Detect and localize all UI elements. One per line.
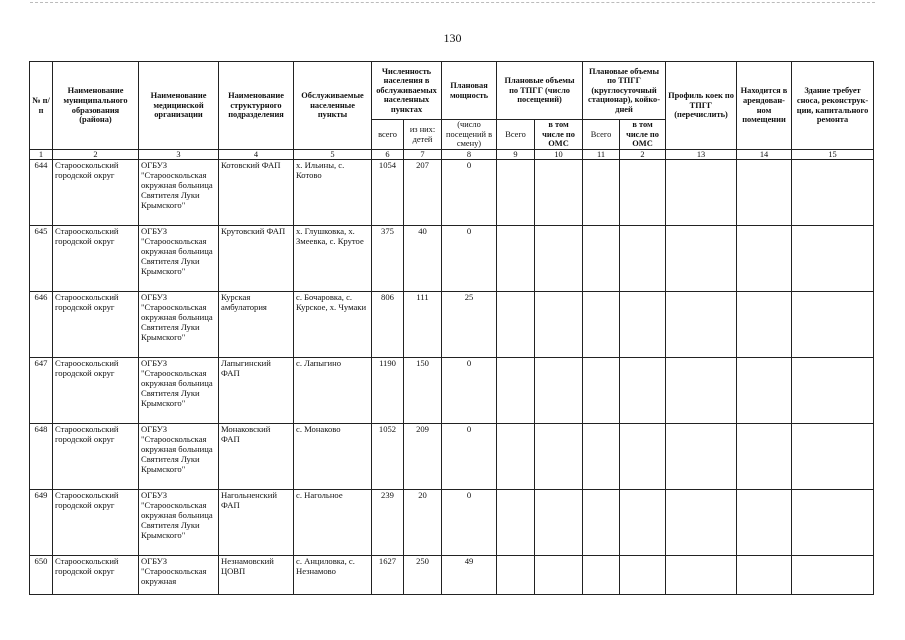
population-total-cell: 806 <box>372 292 404 358</box>
capacity-cell: 0 <box>442 226 497 292</box>
header-outpatient: Плановые объемы по ТПГГ (число посещений) <box>497 62 583 120</box>
population-children-cell: 150 <box>404 358 442 424</box>
empty-cell <box>535 226 583 292</box>
empty-cell <box>535 160 583 226</box>
empty-cell <box>583 490 620 556</box>
empty-cell <box>792 226 874 292</box>
capacity-cell: 0 <box>442 358 497 424</box>
population-children-cell: 209 <box>404 424 442 490</box>
population-total-cell: 1627 <box>372 556 404 595</box>
empty-cell <box>792 556 874 595</box>
settlements-cell: с. Анциловка, с. Незнамово <box>294 556 372 595</box>
empty-cell <box>666 292 737 358</box>
empty-cell <box>737 490 792 556</box>
municipality-cell: Старооскольский городской округ <box>53 556 139 595</box>
table-row <box>30 358 874 424</box>
header-organization: Наименование медицинской организации <box>139 62 219 150</box>
unit-cell: Незнамовский ЦОВП <box>219 556 294 595</box>
empty-cell <box>620 556 666 595</box>
column-index: 5 <box>294 150 372 160</box>
column-index: 14 <box>737 150 792 160</box>
organization-cell: ОГБУЗ "Старооскольская окружная больница Святителя Луки Крымского" <box>139 424 219 490</box>
empty-cell <box>666 424 737 490</box>
population-children-cell: 20 <box>404 490 442 556</box>
page-number: 130 <box>443 31 462 45</box>
empty-cell <box>583 226 620 292</box>
empty-cell <box>792 292 874 358</box>
column-index-row <box>30 150 874 160</box>
empty-cell <box>497 226 535 292</box>
table-row <box>30 160 874 226</box>
table-row <box>30 490 874 556</box>
table-row <box>30 226 874 292</box>
empty-cell <box>737 424 792 490</box>
header-capacity-unit: (число посещений в смену) <box>442 120 497 150</box>
empty-cell <box>535 424 583 490</box>
organization-cell: ОГБУЗ "Старооскольская окружная больница Святителя Луки Крымского" <box>139 160 219 226</box>
header-rented: Находится в арендован-ном помещении <box>737 62 792 150</box>
unit-cell: Курская амбулатория <box>219 292 294 358</box>
empty-cell <box>737 160 792 226</box>
empty-cell <box>583 160 620 226</box>
empty-cell <box>666 160 737 226</box>
population-total-cell: 375 <box>372 226 404 292</box>
empty-cell <box>583 424 620 490</box>
top-rule <box>30 2 875 3</box>
column-index: 8 <box>442 150 497 160</box>
population-total-cell: 1052 <box>372 424 404 490</box>
empty-cell <box>620 292 666 358</box>
column-index: 2 <box>620 150 666 160</box>
row-number: 650 <box>30 556 53 595</box>
empty-cell <box>535 556 583 595</box>
table-row <box>30 292 874 358</box>
empty-cell <box>497 292 535 358</box>
population-total-cell: 239 <box>372 490 404 556</box>
organization-cell: ОГБУЗ "Старооскольская окружная больница Святителя Луки Крымского" <box>139 490 219 556</box>
header-repair: Здание требует сноса, реконструк-ции, капитального ремонта <box>792 62 874 150</box>
empty-cell <box>497 490 535 556</box>
unit-cell: Монаковский ФАП <box>219 424 294 490</box>
settlements-cell: с. Лапыгино <box>294 358 372 424</box>
organization-cell: ОГБУЗ "Старооскольская окружная больница Святителя Луки Крымского" <box>139 226 219 292</box>
empty-cell <box>737 358 792 424</box>
header-population-children: из них: детей <box>404 120 442 150</box>
empty-cell <box>620 424 666 490</box>
row-number: 648 <box>30 424 53 490</box>
header-bed-profile: Профиль коек по ТПГГ (перечислить) <box>666 62 737 150</box>
settlements-cell: х. Ильины, с. Котово <box>294 160 372 226</box>
settlements-cell: с. Монаково <box>294 424 372 490</box>
capacity-cell: 0 <box>442 490 497 556</box>
empty-cell <box>497 160 535 226</box>
header-municipality: Наименование муниципального образования (района) <box>53 62 139 150</box>
population-children-cell: 111 <box>404 292 442 358</box>
header-outpatient-total: Всего <box>497 120 535 150</box>
capacity-cell: 0 <box>442 160 497 226</box>
empty-cell <box>666 358 737 424</box>
header-population: Численность населения в обслуживаемых населенных пунктах <box>372 62 442 120</box>
municipality-cell: Старооскольский городской округ <box>53 490 139 556</box>
column-index: 4 <box>219 150 294 160</box>
capacity-cell: 25 <box>442 292 497 358</box>
unit-cell: Нагольненский ФАП <box>219 490 294 556</box>
header-population-total: всего <box>372 120 404 150</box>
settlements-cell: х. Глушковка, х. Змеевка, с. Крутое <box>294 226 372 292</box>
unit-cell: Лапыгинский ФАП <box>219 358 294 424</box>
column-index: 6 <box>372 150 404 160</box>
header-inpatient-oms: в том числе по ОМС <box>620 120 666 150</box>
column-index: 11 <box>583 150 620 160</box>
header-capacity: Плановая мощность <box>442 62 497 120</box>
row-number: 644 <box>30 160 53 226</box>
municipality-cell: Старооскольский городской округ <box>53 358 139 424</box>
column-index: 7 <box>404 150 442 160</box>
table-row <box>30 556 874 595</box>
organization-cell: ОГБУЗ "Старооскольская окружная <box>139 556 219 595</box>
empty-cell <box>583 556 620 595</box>
header-outpatient-oms: в том числе по ОМС <box>535 120 583 150</box>
empty-cell <box>792 160 874 226</box>
column-index: 10 <box>535 150 583 160</box>
empty-cell <box>666 226 737 292</box>
empty-cell <box>737 292 792 358</box>
facilities-table <box>29 61 874 595</box>
header-inpatient-total: Всего <box>583 120 620 150</box>
settlements-cell: с. Нагольное <box>294 490 372 556</box>
empty-cell <box>583 358 620 424</box>
empty-cell <box>737 556 792 595</box>
settlements-cell: с. Бочаровка, с. Курское, х. Чумаки <box>294 292 372 358</box>
empty-cell <box>666 490 737 556</box>
empty-cell <box>497 358 535 424</box>
column-index: 2 <box>53 150 139 160</box>
row-number: 645 <box>30 226 53 292</box>
empty-cell <box>535 490 583 556</box>
empty-cell <box>620 490 666 556</box>
population-children-cell: 40 <box>404 226 442 292</box>
empty-cell <box>583 292 620 358</box>
municipality-cell: Старооскольский городской округ <box>53 292 139 358</box>
row-number: 647 <box>30 358 53 424</box>
empty-cell <box>535 292 583 358</box>
table-row <box>30 424 874 490</box>
population-total-cell: 1054 <box>372 160 404 226</box>
column-index: 1 <box>30 150 53 160</box>
column-index: 9 <box>497 150 535 160</box>
empty-cell <box>792 358 874 424</box>
organization-cell: ОГБУЗ "Старооскольская окружная больница Святителя Луки Крымского" <box>139 358 219 424</box>
unit-cell: Котовский ФАП <box>219 160 294 226</box>
population-children-cell: 207 <box>404 160 442 226</box>
empty-cell <box>737 226 792 292</box>
row-number: 646 <box>30 292 53 358</box>
header-num: № п/п <box>30 62 53 150</box>
population-children-cell: 250 <box>404 556 442 595</box>
header-settlements: Обслуживаемые населенные пункты <box>294 62 372 150</box>
column-index: 15 <box>792 150 874 160</box>
unit-cell: Крутовский ФАП <box>219 226 294 292</box>
header-unit: Наименование структурного подразделения <box>219 62 294 150</box>
empty-cell <box>497 424 535 490</box>
municipality-cell: Старооскольский городской округ <box>53 424 139 490</box>
capacity-cell: 0 <box>442 424 497 490</box>
organization-cell: ОГБУЗ "Старооскольская окружная больница Святителя Луки Крымского" <box>139 292 219 358</box>
header-inpatient: Плановые объемы по ТПГГ (круглосуточный стационар), койко-дней <box>583 62 666 120</box>
column-index: 3 <box>139 150 219 160</box>
row-number: 649 <box>30 490 53 556</box>
empty-cell <box>620 160 666 226</box>
municipality-cell: Старооскольский городской округ <box>53 160 139 226</box>
empty-cell <box>535 358 583 424</box>
empty-cell <box>792 490 874 556</box>
municipality-cell: Старооскольский городской округ <box>53 226 139 292</box>
column-index: 13 <box>666 150 737 160</box>
empty-cell <box>620 226 666 292</box>
capacity-cell: 49 <box>442 556 497 595</box>
empty-cell <box>792 424 874 490</box>
empty-cell <box>666 556 737 595</box>
population-total-cell: 1190 <box>372 358 404 424</box>
empty-cell <box>620 358 666 424</box>
empty-cell <box>497 556 535 595</box>
